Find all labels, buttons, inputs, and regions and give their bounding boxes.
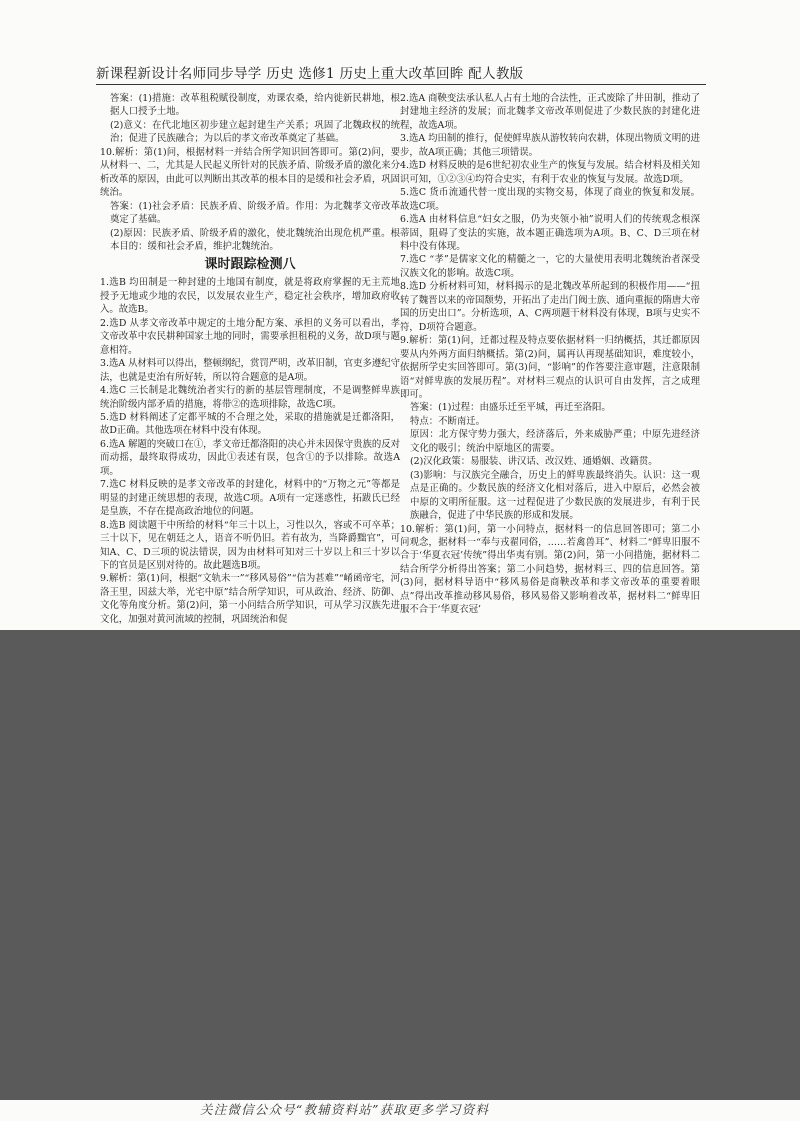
answer-item: 9.解析：第(1)问，根据“文轨未一”“移风易俗”“信为甚难”“崤函帝宅，河洛王里，因兹大举，光宅中原”结合所学知识，可从政治、经济、防御、文化等角度分析。第(2)问，第一小问结合所学知识，可从学习汉族先进文化，加强对黄河流域的控制，巩固统治和促 — [100, 573, 400, 625]
answer-item: 10.解析：第(1)问，第一小问特点，据材料一的信息回答即可；第二小问观念，据材料一“奉与戎翟同俗，……若禽兽耳”、材料二“鲜卑旧服不合于‘华夏衣冠’传统”得出华夷有别。第(2)问，第一小问措施，据材料二结合所学分析得出答案；第二小问趋势，据材料三、四的信息回答。第(3)问，据材料导语中“移风易俗是商鞅改革和孝文帝改革的重要着眼点”得出改革推动移风易俗，移风易俗又影响着改革，据材料二“鲜卑旧服不合于‘华夏衣冠’ — [400, 523, 700, 616]
answer-item: 4.选C 三长制是北魏统治者实行的新的基层管理制度，不是调整鲜卑族统治阶级内部矛盾的措施，将带②的选项排除，故选C项。 — [100, 385, 400, 410]
answer-item: 9.解析：第(1)问，迁都过程及特点要依据材料一归纳概括，其迁都原因要从内外两方面归纳概括。第(2)问，属再认再现基础知识，难度较小，依据所学史实回答即可。第(3)问，“影响”的作答要注意审题，注意限制语“对鲜卑族的发展历程”。对材料三观点的认识可自由发挥，言之成理即可。 — [400, 335, 700, 400]
answer-paragraph: 特点：不断南迁。 — [410, 415, 486, 427]
answer-item: 6.选A 由材料信息“妇女之服，仍为夹领小袖”说明人们的传统观念根深蒂固，阻碍了变法的实施，故本题正确选项为A项。B、C、D三项在材料中没有体现。 — [400, 214, 700, 252]
question-explanation: 10.解析：第(1)问，根据材料一并结合所学知识回答即可。第(2)问，要从材料一、二，尤其是人民起义所针对的民族矛盾、阶级矛盾的激化来分析改革的原因，由此可以判断出其改革的根本目的是缓和社会矛盾，巩固统治。 — [100, 146, 401, 199]
header-title: 新课程新设计名师同步导学 历史 选修1 历史上重大改革回眸 配人教版 — [96, 66, 524, 82]
left-column — [100, 92, 400, 626]
footer-note — [200, 1100, 620, 1118]
answer-item: 8.选B 阅读题干中所给的材料“年三十以上，习性以久，容或不可卒革；三十以下，见在朝廷之人，语音不听仍旧。若有故为，当降爵黜官”，可知A、C、D三项的说法错误，因为由材料可知对三十岁以上和三十岁以下的官员是区别对待的。故此题选B项。 — [100, 519, 400, 571]
page-header — [96, 58, 706, 85]
answer-paragraph: 答案：(1)社会矛盾：民族矛盾、阶级矛盾。作用：为北魏孝文帝改革奠定了基础。 — [110, 200, 400, 226]
answer-item: 8.选D 分析材料可知，材料揭示的是北魏改革所起到的积极作用——“扭转了魏晋以来的帝国颓势，开拓出了走出门阀士族、通向重振的隋唐大帝国的历史出口”。分析选项，A、C两项题干材料没有体现，B项与史实不符，D项符合题意。 — [400, 281, 701, 333]
answer-item: 7.选C “孝”是儒家文化的精髓之一，它的大量使用表明北魏统治者深受汉族文化的影响。故选C项。 — [400, 254, 700, 279]
answer-paragraph: (2)原因：民族矛盾、阶级矛盾的激化，使北魏统治出现危机严重。根本目的：缓和社会矛盾，维护北魏统治。 — [110, 227, 400, 252]
answer-paragraph: (2)意义：在代北地区初步建立起封建生产关系；巩固了北魏政权的统治；促进了民族融合；为以后的孝文帝改革奠定了基础。 — [110, 119, 400, 145]
answer-paragraph: 答案：(1)措施：改革租税赋役制度，劝课农桑，给内徙新民耕地，根据人口授予土地。 — [110, 93, 400, 118]
answer-paragraph: 答案：(1)过程：由盛乐迁至平城，再迁至洛阳。 — [410, 402, 611, 414]
answer-item: 3.选A 从材料可以得出，整顿纲纪，赏罚严明，改革旧制，官吏多遵纪守法，也就是吏治有所好转，所以符合题意的是A项。 — [100, 358, 400, 383]
answer-item: 6.选A 解题的突破口在①，孝文帝迁都洛阳的决心并未因保守贵族的反对而动摇，最终取得成功，因此①表述有误，包含①的予以排除。故选A项。 — [100, 438, 400, 477]
right-column — [400, 92, 700, 617]
answer-paragraph: (3)影响：与汉族完全融合，历史上的鲜卑族最终消失。认识：这一观点是正确的。少数民族的经济文化相对落后，进入中原后，必然会被中原的文明所征服。这一过程促进了少数民族的发展进步，有利于民族融合，促进了中华民族的形成和发展。 — [410, 469, 700, 522]
section-title: 课时跟踪检测八 — [204, 257, 296, 273]
answer-item: 5.选D 材料阐述了定都平城的不合理之处，采取的措施就是迁都洛阳，故D正确。其他选项在材料中没有体现。 — [100, 411, 400, 437]
answer-item: 1.选B 均田制是一种封建的土地国有制度，就是将政府掌握的无主荒地授予无地或少地的农民，以发展农业生产，稳定社会秩序，增加政府收入。故选B。 — [100, 277, 400, 316]
footer-text: 关注微信公众号“教辅资料站”获取更多学习资料 — [200, 1102, 490, 1117]
answer-item: 3.选A 均田制的推行，促使鲜卑族从游牧转向农耕，体现出物质文明的进步，故A项正确；其他三项错误。 — [400, 133, 700, 158]
answer-item: 2.选D 从孝文帝改革中规定的土地分配方案、承担的义务可以看出，孝文帝改革中农民耕种国家土地的同时，需要承担租税的义务，故D项与题意相符。 — [100, 317, 400, 356]
answer-item: 2.选A 商鞅变法承认私人占有土地的合法性，正式废除了井田制，推动了封建地主经济的发展；而北魏孝文帝改革则促进了少数民族的封建化进程，故选A项。 — [400, 93, 700, 131]
redaction-block — [0, 630, 800, 1100]
answer-paragraph: (2)汉化政策：易服装、讲汉话、改汉姓、通婚姻、改籍贯。 — [410, 456, 658, 468]
answer-paragraph: 原因：北方保守势力强大，经济落后，外来威胁严重；中原先进经济文化的吸引；统治中原地区的需要。 — [410, 429, 700, 454]
answer-item: 4.选D 材料反映的是6世纪初农业生产的恢复与发展。结合材料及相关知识可知，①②③④均符合史实，有利于农业的恢复与发展。故选D项。 — [400, 160, 700, 185]
answer-item: 5.选C 货币流通代替一度出现的实物交易，体现了商业的恢复和发展。故选C项。 — [400, 187, 700, 212]
answer-item: 7.选C 材料反映的是孝文帝改革的封建化，材料中的“万物之元”等都是明显的封建正统思想的表现，故选C项。A项有一定迷惑性，拓跋氏已经是皇族，不存在提高政治地位的问题。 — [100, 479, 400, 518]
